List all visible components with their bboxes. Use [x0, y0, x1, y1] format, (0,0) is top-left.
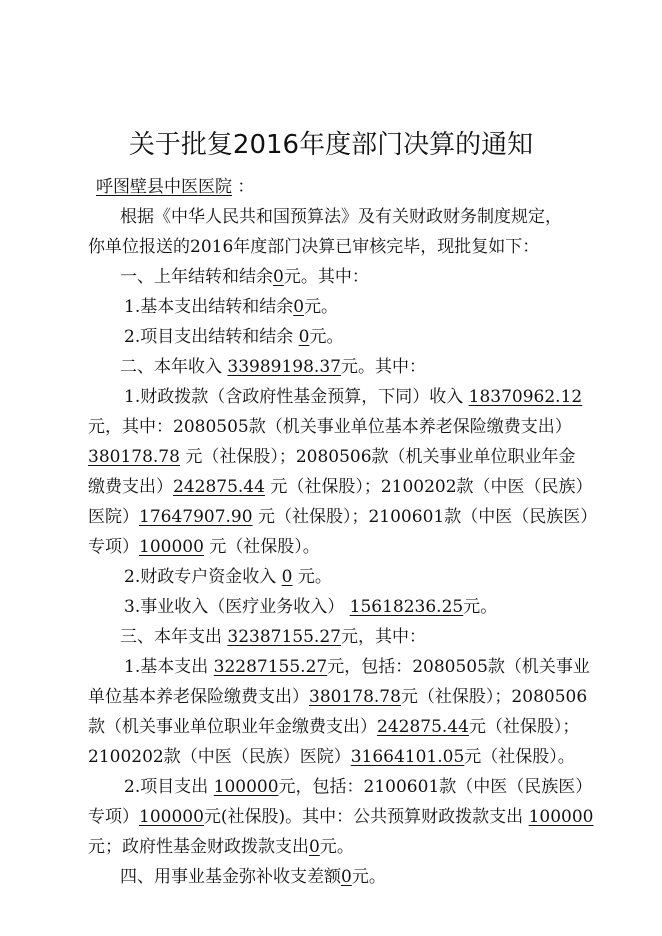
s2-p1-line-3 — [88, 446, 588, 468]
s3-heading-value: 32387155.27 — [227, 627, 341, 647]
s2-p1-l5-post: 元（社保股）；2100601款（中医（民族医） — [257, 507, 598, 527]
s2-p1-line-5 — [88, 506, 598, 528]
s2-p2-post: 元。 — [297, 567, 332, 587]
s2-p1-line-2 — [88, 416, 588, 438]
s3-heading-post: 元，其中： — [340, 627, 426, 647]
s2-p1-l4-value: 242875.44 — [173, 477, 265, 497]
s4-post: 元。 — [351, 867, 386, 887]
s2-heading-pre: 二、本年收入 — [120, 357, 222, 377]
s3-p2-line-3 — [88, 836, 588, 858]
s1-item-1 — [124, 296, 624, 318]
s3-heading-pre: 三、本年支出 — [120, 627, 222, 647]
s4-pre: 四、用事业基金弥补收支差额 — [120, 867, 341, 887]
s3-p1-l3-post: 元（社保股）； — [468, 717, 580, 737]
addressee-line — [96, 176, 596, 198]
s2-p1-l4-pre: 缴费支出） — [88, 477, 173, 497]
s3-p1-l3-value: 242875.44 — [377, 717, 469, 737]
s2-p1-l3-post: 元（社保股）；2080506款（机关事业单位职业年金 — [185, 447, 576, 467]
s2-p1-l5-pre: 医院） — [88, 507, 139, 527]
s2-p3-value: 15618236.25 — [349, 597, 464, 617]
s2-heading-value: 33989198.37 — [227, 357, 341, 377]
s2-p1-l4-post: 元（社保股）；2100202款（中医（民族） — [270, 477, 593, 497]
s3-p2-l3-value: 0 — [309, 837, 320, 857]
s2-heading-post: 元。其中： — [340, 357, 426, 377]
s2-p3 — [124, 596, 624, 618]
s1-heading-post: 元。其中： — [283, 267, 369, 287]
s4-heading — [120, 866, 620, 888]
addressee-suffix: ： — [237, 177, 255, 197]
s1-item-2-value: 0 — [298, 327, 310, 347]
s2-p1-line-4 — [88, 476, 593, 498]
s2-p2-value: 0 — [281, 567, 293, 587]
s1-heading — [120, 266, 620, 288]
s3-p2-l3-pre: 元；政府性基金财政拨款支出 — [88, 837, 309, 857]
s3-p2-l2-pre: 专项） — [88, 807, 139, 827]
s3-p1-l2-pre: 单位基本养老保险缴费支出） — [88, 687, 309, 707]
s3-p1-l1-post: 元，包括：2080505款（机关事业 — [327, 657, 590, 677]
s1-item-2-pre: 2.项目支出结转和结余 — [124, 327, 294, 347]
document-title: 关于批复2016年度部门决算的通知 — [128, 130, 534, 160]
s1-heading-pre: 一、上年结转和结余 — [120, 267, 273, 287]
s3-heading — [120, 626, 620, 648]
s1-item-1-value: 0 — [293, 297, 305, 317]
s2-p1-line-1 — [124, 386, 624, 408]
s3-p1-l2-post: 元（社保股）；2080506 — [400, 687, 588, 707]
s2-p3-pre: 3.事业收入（医疗业务收入） — [124, 597, 345, 617]
s3-p1-l2-value: 380178.78 — [309, 687, 401, 707]
s3-p2-line-2 — [88, 806, 594, 828]
s2-p1-l2-text: 元，其中：2080505款（机关事业单位基本养老保险缴费支出） — [88, 417, 572, 437]
s2-p3-post: 元。 — [463, 597, 498, 617]
s2-p1-l6-value: 100000 — [139, 537, 204, 557]
addressee-name: 呼图壁县中医医院 — [96, 177, 232, 197]
s2-p1-l3-value: 380178.78 — [88, 447, 180, 467]
s1-item-1-pre: 1.基本支出结转和结余 — [124, 297, 294, 317]
s1-heading-value: 0 — [273, 267, 284, 287]
s4-value: 0 — [341, 867, 352, 887]
s3-p1-line-2 — [88, 686, 588, 708]
intro-line-1 — [120, 206, 620, 228]
s2-p1-line-6 — [88, 536, 588, 558]
s2-p1-l1-value: 18370962.12 — [468, 387, 583, 407]
s3-p1-l3-pre: 款（机关事业单位职业年金缴费支出） — [88, 717, 377, 737]
s2-p2 — [124, 566, 624, 588]
s3-p2-l2-value: 100000 — [139, 807, 204, 827]
s2-p1-l6-post: 元（社保股）。 — [209, 537, 320, 557]
s3-p2-l1-value: 100000 — [213, 777, 279, 797]
s3-p2-l2-post: 元(社保股)。其中：公共预算财政拨款支出 — [203, 807, 524, 827]
s1-item-2-post: 元。 — [309, 327, 344, 347]
s3-p1-l4-value: 31664101.05 — [350, 747, 465, 767]
s3-p1-l4-post: 元（社保股）。 — [464, 747, 575, 767]
s2-p1-l6-pre: 专项） — [88, 537, 139, 557]
intro-text-1: 根据《中华人民共和国预算法》及有关财政财务制度规定， — [120, 207, 562, 227]
s3-p1-line-1 — [124, 656, 624, 678]
s3-p1-line-4 — [88, 746, 588, 768]
s3-p2-l2-value-2: 100000 — [528, 807, 594, 827]
s1-item-2 — [124, 326, 624, 348]
s3-p1-l1-value: 32287155.27 — [213, 657, 328, 677]
intro-line-2 — [88, 236, 588, 258]
s3-p2-line-1 — [124, 776, 624, 798]
s3-p2-l3-post: 元。 — [319, 837, 354, 857]
s3-p2-l1-pre: 2.项目支出 — [124, 777, 209, 797]
s3-p1-line-3 — [88, 716, 588, 738]
s2-p1-l1-pre: 1.财政拨款（含政府性基金预算，下同）收入 — [124, 387, 464, 407]
intro-text-2: 你单位报送的2016年度部门决算已审核完毕，现批复如下： — [88, 237, 540, 257]
s3-p2-l1-post: 元，包括：2100601款（中医（民族医） — [278, 777, 593, 797]
s2-p2-pre: 2.财政专户资金收入 — [124, 567, 277, 587]
s3-p1-l1-pre: 1.基本支出 — [124, 657, 209, 677]
s3-p1-l4-pre: 2100202款（中医（民族）医院） — [88, 747, 351, 767]
s1-item-1-post: 元。 — [304, 297, 339, 317]
s2-heading — [120, 356, 620, 378]
s2-p1-l5-value: 17647907.90 — [139, 507, 253, 527]
